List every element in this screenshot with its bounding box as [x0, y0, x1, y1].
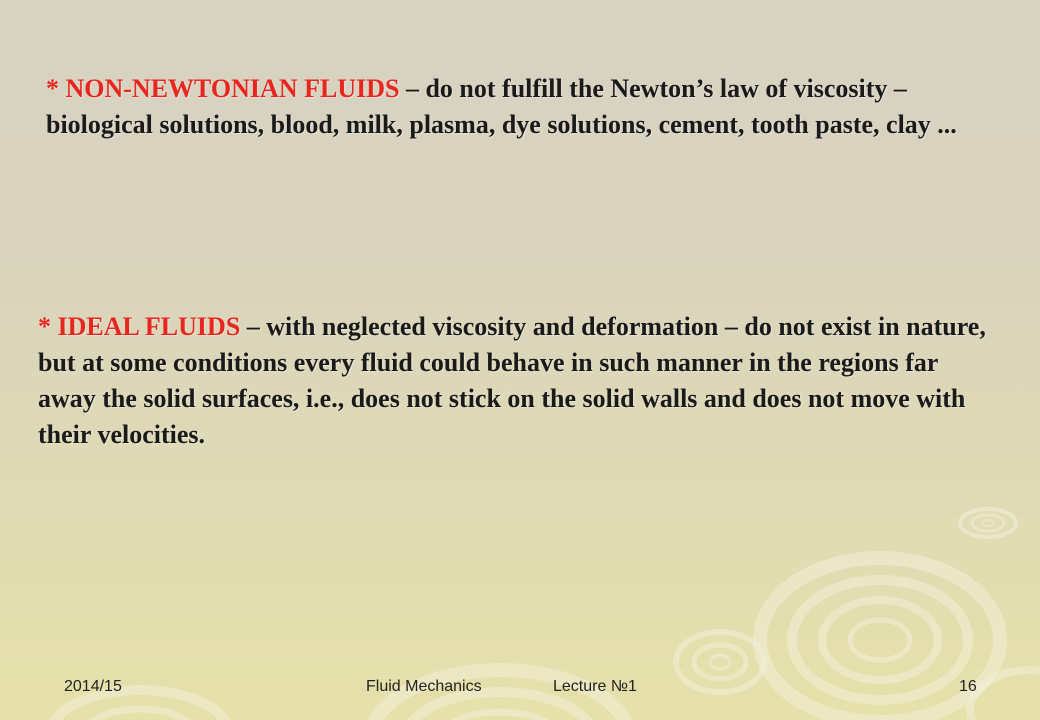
ideal-fluids-description: – with neglected viscosity and deformation – do not exist in nature, but at some conditions every fluid could behave in such manner in the regions far away the solid surfaces, i.e., does not stick on the solid walls and does not move with their velocities.: [38, 312, 986, 449]
slide-number: 16: [959, 678, 977, 695]
ideal-fluids-paragraph: [38, 309, 998, 453]
non-newtonian-fluids-paragraph: [46, 71, 1006, 143]
non-newtonian-fluids-description: – do not fulfill the Newton’s law of viscosity – biological solutions, blood, milk, plasma, dye solutions, cement, tooth paste, clay ...: [46, 74, 957, 139]
footer-course: Fluid Mechanics: [366, 678, 482, 695]
footer-lecture: Lecture №1: [553, 678, 637, 695]
footer-date: 2014/15: [64, 678, 122, 695]
ideal-fluids-heading: * IDEAL FLUIDS: [38, 312, 241, 341]
non-newtonian-fluids-heading: * NON-NEWTONIAN FLUIDS: [46, 74, 400, 103]
